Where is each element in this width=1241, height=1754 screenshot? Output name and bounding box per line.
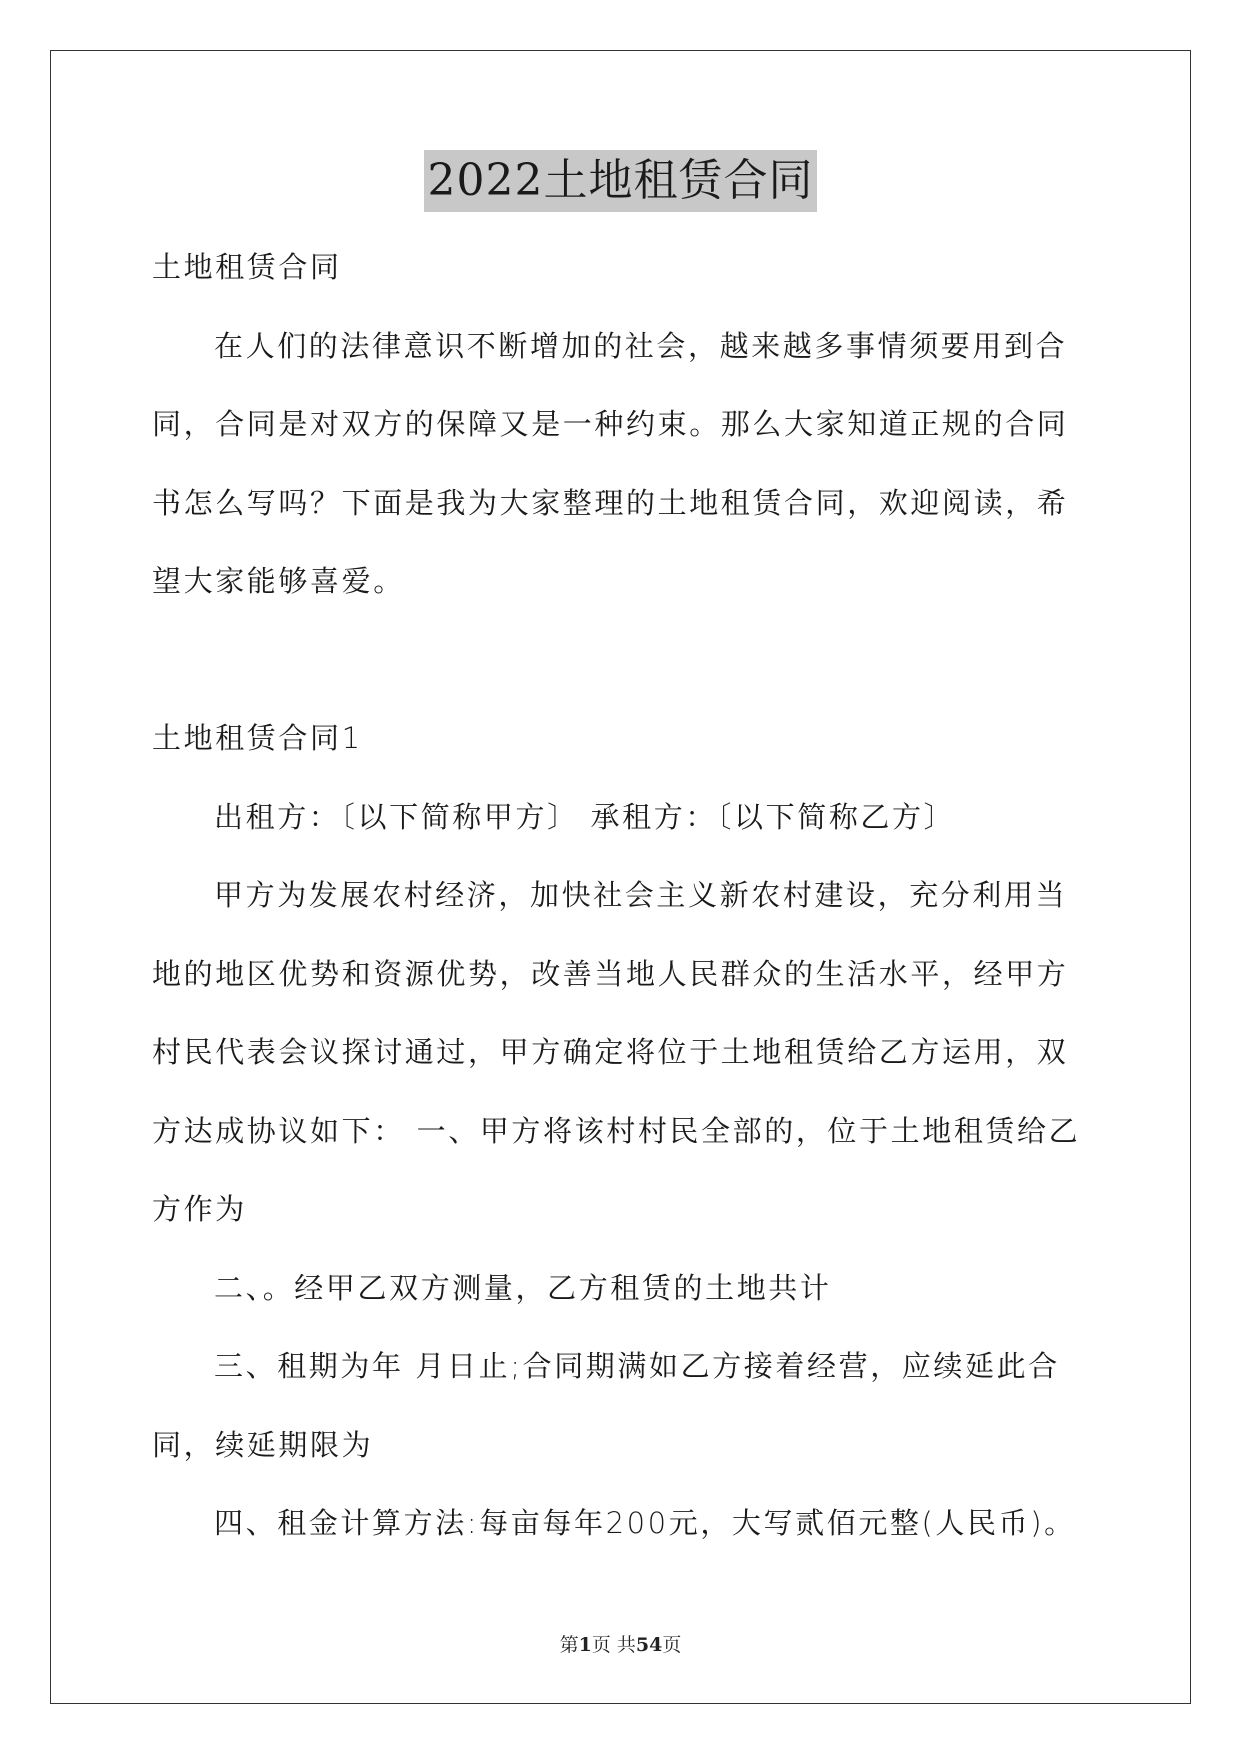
clause-three: 三、租期为年 月日止;合同期满如乙方接着经营，应续延此合同，续延期限为 — [152, 1349, 1060, 1462]
document-body — [152, 228, 1097, 1563]
footer-prefix: 第 — [559, 1634, 579, 1656]
parties-paragraph: 出租方：〔以下简称甲方〕 承租方：〔以下简称乙方〕 — [214, 799, 956, 834]
footer-suffix: 页 — [662, 1634, 682, 1656]
section-heading: 土地租赁合同 — [152, 250, 342, 284]
document-title: 2022土地租赁合同 — [424, 150, 818, 212]
page-footer — [0, 1630, 1241, 1657]
clause-two: 二、。经甲乙双方测量，乙方租赁的土地共计 — [214, 1270, 832, 1305]
paragraph-gap — [152, 621, 1097, 700]
title-container — [0, 150, 1241, 212]
total-page-count: 54 — [635, 1634, 663, 1656]
contract-heading: 土地租赁合同1 — [152, 721, 363, 755]
clause-four: 四、租金计算方法:每亩每年200元，大写贰佰元整(人民币)。 — [214, 1506, 1076, 1540]
footer-middle: 页 共 — [591, 1634, 636, 1656]
current-page-number: 1 — [578, 1634, 592, 1656]
purpose-paragraph: 甲方为发展农村经济，加快社会主义新农村建设，充分利用当地的地区优势和资源优势，改善当地人民群众的生活水平，经甲方村民代表会议探讨通过，甲方确定将位于土地租赁给乙方运用，双方达成协议如下： 一、甲方将该村村民全部的，位于土地租赁给乙方作为 — [152, 878, 1081, 1226]
intro-paragraph: 在人们的法律意识不断增加的社会，越来越多事情须要用到合同，合同是对双方的保障又是一种约束。那么大家知道正规的合同书怎么写吗？下面是我为大家整理的土地租赁合同，欢迎阅读，希望大家能够喜爱。 — [152, 328, 1069, 598]
